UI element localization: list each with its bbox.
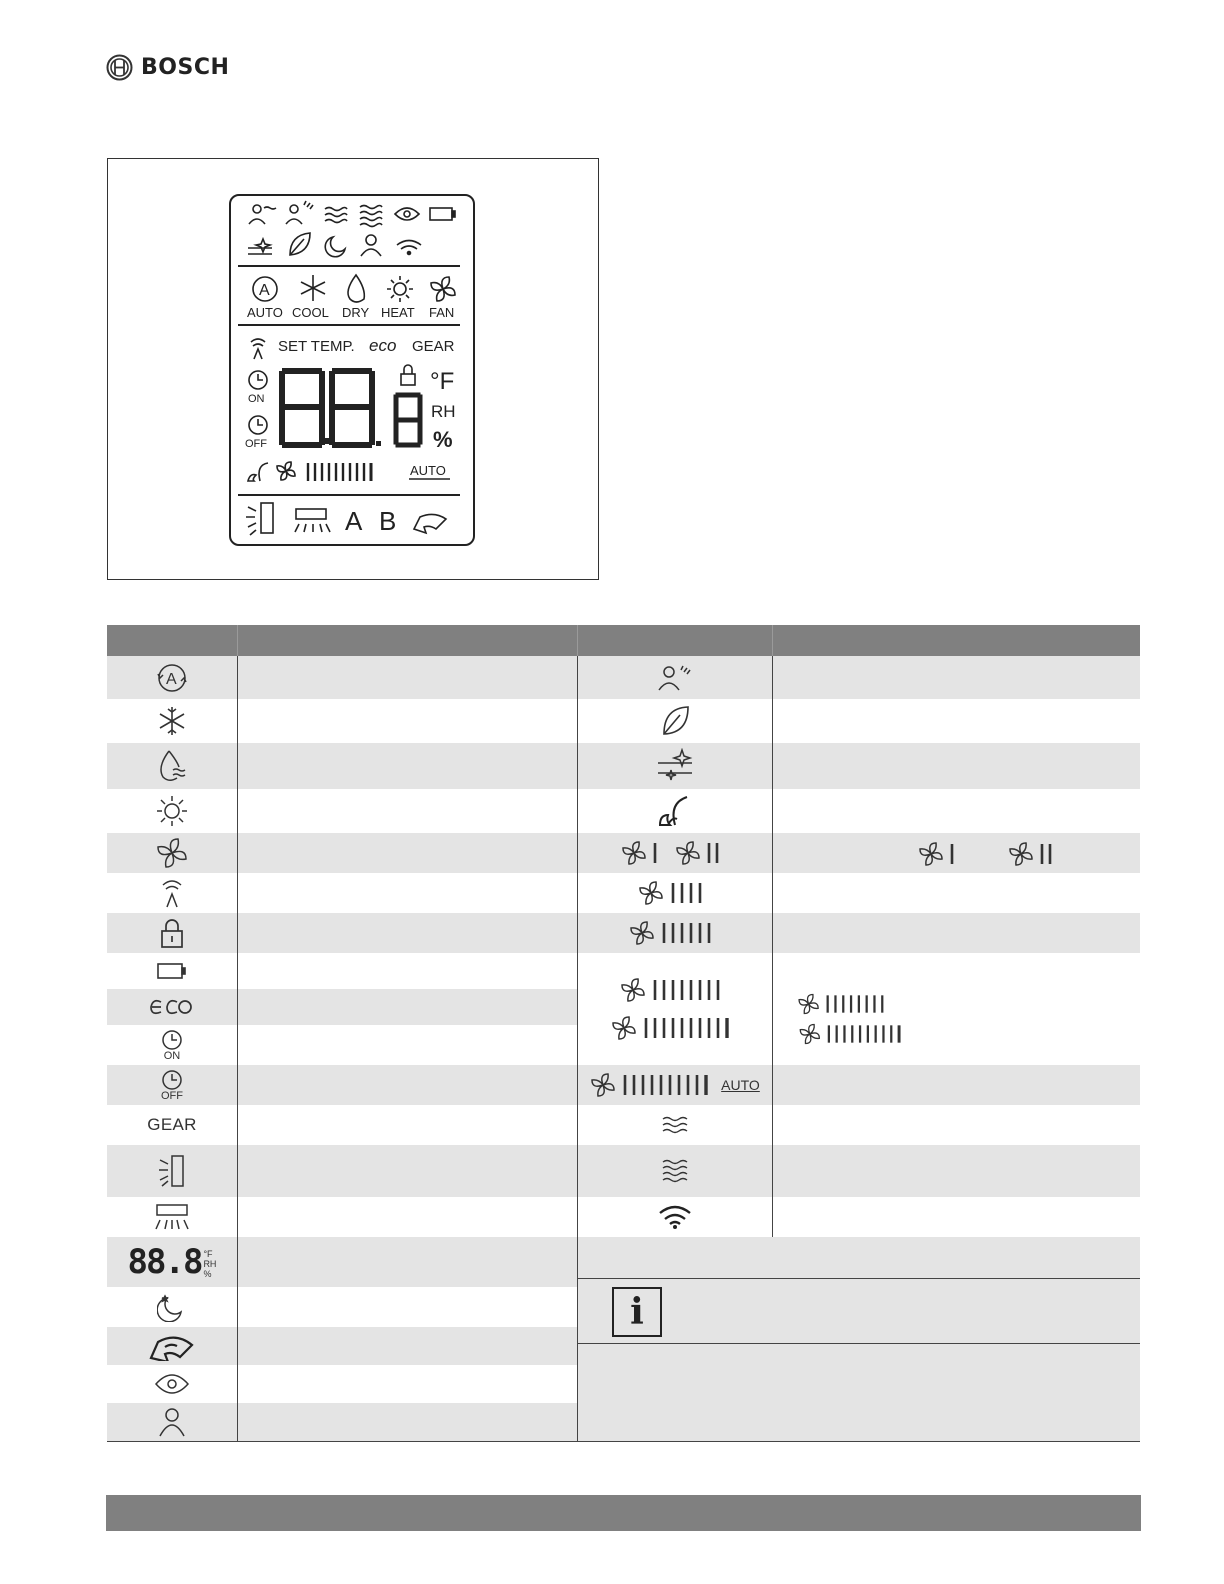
fan-mode-icon — [154, 835, 190, 871]
table-row — [577, 953, 1140, 1065]
temp-digits: 88.8 — [127, 1242, 202, 1282]
table-row — [107, 1105, 577, 1145]
table-row — [107, 656, 577, 699]
fan-speed-fan-icon — [277, 462, 295, 480]
table-row — [107, 789, 577, 833]
auto-mode-icon — [253, 277, 277, 301]
gear-label: GEAR — [147, 1115, 197, 1134]
auto-mode-icon — [152, 661, 192, 695]
table-row — [107, 953, 577, 989]
svg-text:A: A — [166, 670, 177, 688]
info-icon — [612, 1287, 662, 1337]
dry-mode-icon — [348, 275, 364, 302]
wind-follow-icon — [249, 205, 276, 224]
brand-name: BOSCH — [141, 55, 230, 80]
table-row — [577, 1197, 1140, 1237]
lcd-display-illustration — [108, 159, 600, 581]
table-row — [107, 743, 577, 789]
table-row — [107, 1145, 577, 1197]
turbo-icon — [147, 1331, 197, 1361]
bosch-logo — [106, 54, 229, 81]
gear-label: GEAR — [412, 338, 455, 355]
breeze-icon — [325, 208, 347, 223]
timer-off-icon — [249, 416, 267, 434]
wind-avoid-me-icon — [657, 662, 693, 694]
lock-icon — [158, 916, 186, 950]
table-row — [107, 873, 577, 913]
info-note — [577, 1278, 1140, 1344]
mode-label-fan: FAN — [429, 305, 455, 320]
cool-mode-icon — [155, 704, 189, 738]
person-icon — [157, 1406, 187, 1438]
breeze-away-icon — [360, 206, 382, 227]
fan-speed-8-icon — [619, 975, 731, 1005]
fresh-icon — [657, 793, 693, 829]
timer-on-label: ON — [163, 1049, 181, 1062]
mode-label-dry: DRY — [342, 305, 370, 320]
table-row — [107, 1197, 577, 1237]
table-row — [577, 873, 1140, 913]
fan-speed-1-2-description-icons — [917, 839, 1067, 869]
table-row — [107, 1287, 577, 1327]
fan-auto-label: AUTO — [410, 463, 446, 478]
table-row — [577, 1105, 1140, 1145]
eco-icon — [147, 994, 197, 1020]
table-row — [107, 1327, 577, 1365]
bosch-armature-icon — [106, 54, 133, 81]
table-row — [577, 1344, 1140, 1441]
self-clean-icon — [655, 748, 695, 784]
seven-segment-digits — [282, 371, 420, 446]
table-row — [107, 1025, 577, 1065]
table-row — [107, 1403, 577, 1441]
table-row — [577, 1065, 1140, 1105]
person-icon — [361, 235, 381, 256]
eye-icon — [153, 1371, 191, 1397]
sleep-icon — [325, 237, 345, 257]
set-temp-label: SET TEMP. — [278, 338, 355, 355]
table-row — [577, 1145, 1140, 1197]
table-row — [107, 1065, 577, 1105]
unit-fahrenheit: °F — [430, 368, 455, 395]
dry-mode-icon — [155, 748, 189, 784]
table-row — [577, 833, 1140, 873]
temp-unit-rh: RH — [203, 1259, 217, 1269]
vertical-swing-icon — [157, 1153, 187, 1189]
leaf-icon — [290, 233, 310, 255]
fan-speed-8-10-description-icons — [789, 991, 919, 1047]
footer-bar — [106, 1495, 1141, 1531]
table-row — [577, 789, 1140, 833]
temperature-display-icon — [127, 1242, 217, 1282]
table-header — [107, 625, 1140, 656]
cool-mode-icon — [301, 275, 325, 301]
fresh-icon — [248, 463, 268, 481]
table-row — [577, 1237, 1140, 1278]
table-row — [577, 913, 1140, 953]
mode-label-cool: COOL — [292, 305, 329, 320]
breeze-away-icon — [660, 1156, 690, 1186]
temp-unit-pct: % — [203, 1269, 212, 1279]
fan-auto-label: AUTO — [721, 1077, 760, 1093]
eco-label: eco — [369, 336, 397, 355]
symbols-table — [107, 625, 1140, 1442]
fan-mode-icon — [431, 277, 455, 301]
table-row — [107, 1237, 577, 1287]
wind-avoid-icon — [286, 201, 313, 224]
table-row — [107, 699, 577, 743]
fan-speed-4-icon — [637, 878, 713, 908]
timer-on-icon — [160, 1029, 184, 1051]
letter-b: B — [379, 506, 397, 536]
heat-mode-icon — [154, 793, 190, 829]
battery-icon — [430, 208, 455, 220]
fan-speed-1-2-icon — [620, 838, 730, 868]
svg-text:A: A — [259, 282, 270, 299]
display-panel-figure — [107, 158, 599, 580]
temp-unit-f: °F — [203, 1249, 213, 1259]
letter-a: A — [345, 506, 363, 536]
horizontal-swing-icon — [295, 509, 330, 532]
sleep-icon — [157, 1292, 187, 1322]
self-clean-icon — [248, 239, 272, 254]
mode-label-auto: AUTO — [247, 305, 283, 320]
fan-speed-6-icon — [628, 918, 722, 948]
timer-off-label: OFF — [161, 1089, 183, 1102]
wifi-icon — [397, 241, 421, 255]
info-symbol: i — [630, 1291, 644, 1333]
follow-me-icon — [251, 339, 265, 359]
fan-speed-10-icon — [610, 1013, 740, 1043]
fan-speed-bars — [308, 463, 371, 481]
table-row — [577, 743, 1140, 789]
follow-me-icon — [157, 876, 187, 910]
mode-label-heat: HEAT — [381, 305, 415, 320]
table-row — [577, 656, 1140, 699]
wifi-icon — [657, 1203, 693, 1231]
eye-icon — [395, 208, 419, 220]
table-row — [107, 913, 577, 953]
timer-off-label: OFF — [245, 438, 267, 450]
unit-rh: RH — [431, 402, 456, 421]
table-row — [577, 699, 1140, 743]
fan-speed-auto-icon — [589, 1070, 760, 1100]
horizontal-swing-icon — [154, 1202, 190, 1232]
breeze-icon — [660, 1112, 690, 1138]
table-row — [107, 833, 577, 873]
timer-on-label: ON — [248, 393, 265, 405]
turbo-icon — [414, 514, 446, 533]
timer-on-icon — [249, 371, 267, 389]
vertical-swing-icon — [246, 503, 273, 535]
timer-off-icon — [160, 1069, 184, 1091]
battery-icon — [156, 960, 188, 982]
table-row — [107, 1365, 577, 1403]
table-row — [107, 989, 577, 1025]
unit-percent: % — [433, 427, 453, 452]
heat-mode-icon — [387, 276, 413, 302]
leaf-icon — [659, 704, 691, 738]
lock-icon — [401, 365, 415, 385]
